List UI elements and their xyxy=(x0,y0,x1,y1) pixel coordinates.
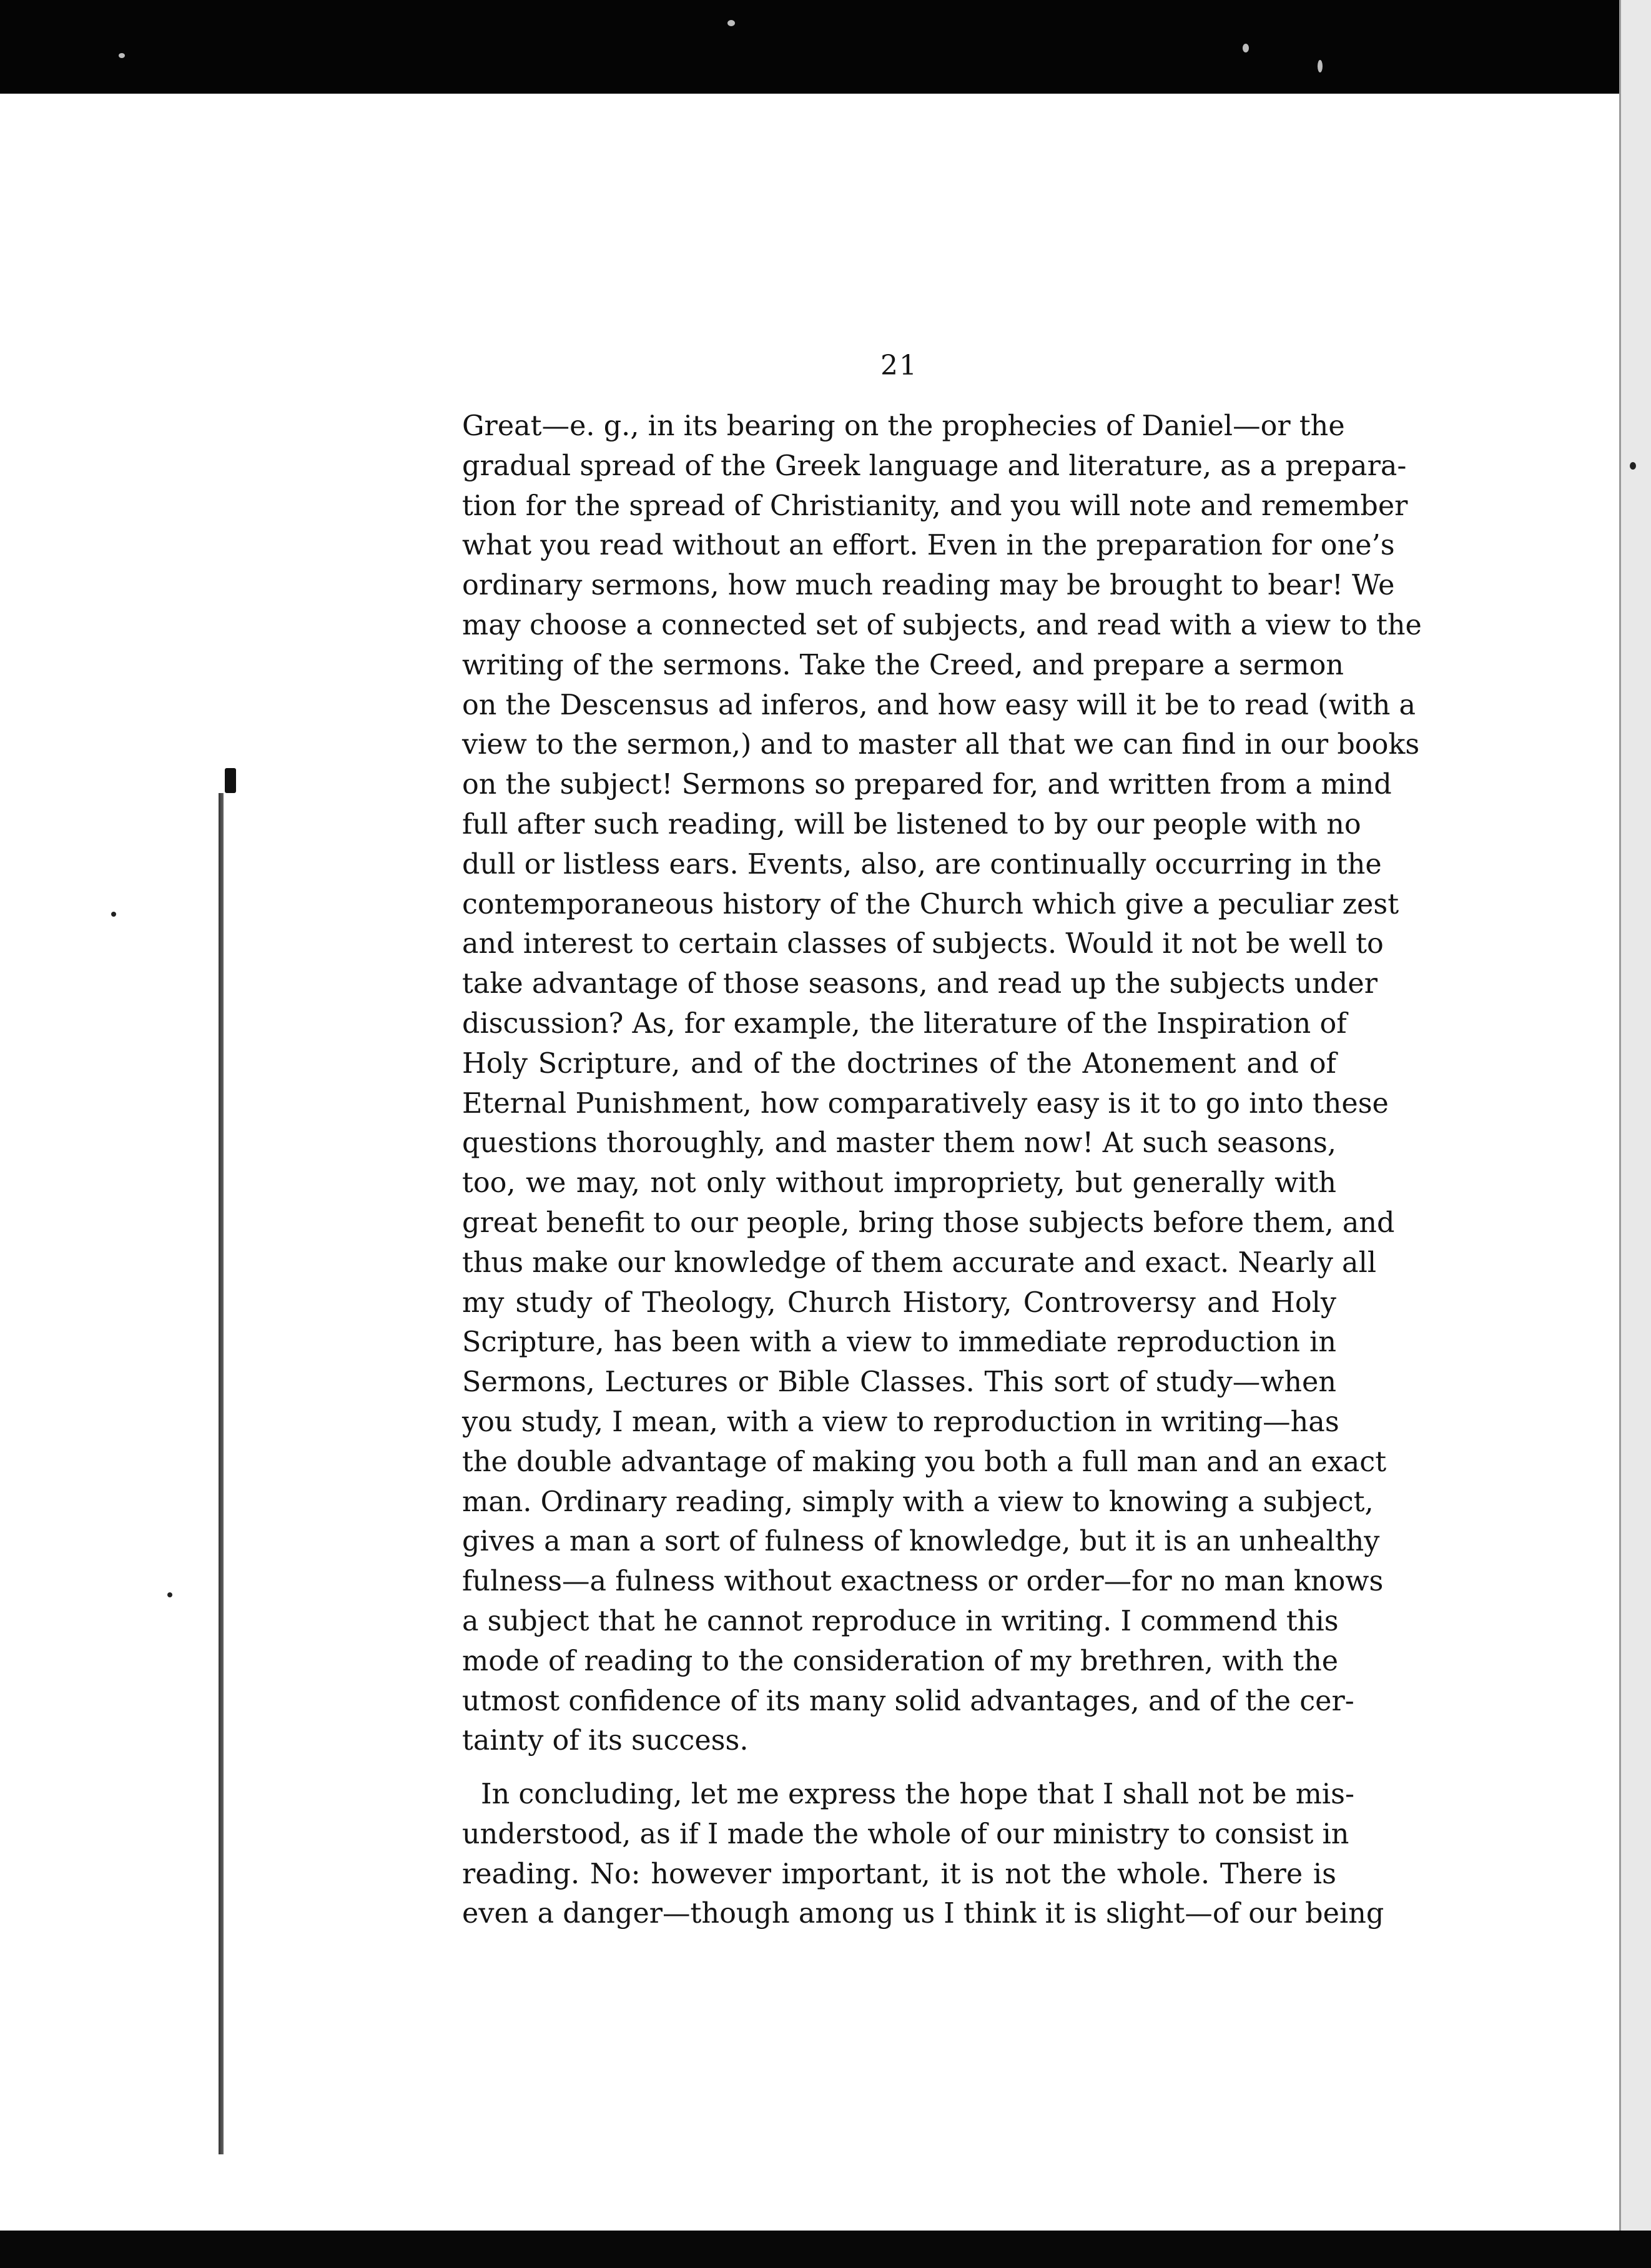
text-line: Great—e. g., in its bearing on the prophecies of Daniel—or the xyxy=(462,410,1345,442)
page-number: 21 xyxy=(880,350,918,382)
scan-top-border xyxy=(0,0,1651,94)
text-line: ordinary sermons, how much reading may be brought to bear! We xyxy=(462,569,1395,602)
scan-speck xyxy=(1318,60,1323,72)
text-line: tion for the spread of Christianity, and you will note and remember xyxy=(462,490,1408,522)
text-line: on the Descensus ad inferos, and how easy will it be to read (with a xyxy=(462,689,1416,721)
text-line: Sermons, Lectures or Bible Classes. This sort of study—when xyxy=(462,1366,1336,1399)
text-line: a subject that he cannot reproduce in writing. I commend this xyxy=(462,1605,1339,1637)
text-line: view to the sermon,) and to master all that we can find in our books xyxy=(462,729,1420,761)
text-line: utmost confidence of its many solid advantages, and of the cer- xyxy=(462,1685,1354,1717)
text-line: thus make our knowledge of them accurate and exact. Nearly all xyxy=(462,1246,1377,1279)
scan-bottom-border xyxy=(0,2231,1651,2268)
text-line: writing of the sermons. Take the Creed, and prepare a sermon xyxy=(462,649,1344,681)
paragraph xyxy=(462,1775,1384,1934)
text-line: may choose a connected set of subjects, and read with a view to the xyxy=(462,609,1422,641)
text-line: on the subject! Sermons so prepared for, and written from a mind xyxy=(462,769,1392,801)
text-line: tainty of its success. xyxy=(462,1725,749,1757)
text-line: gives a man a sort of fulness of knowledge, but it is an unhealthy xyxy=(462,1526,1380,1558)
page-body xyxy=(462,350,1422,1934)
text-line: man. Ordinary reading, simply with a view to knowing a subject, xyxy=(462,1486,1374,1518)
text-line: my study of Theology, Church History, Controversy and Holy xyxy=(462,1286,1336,1319)
text-line: great benefit to our people, bring those subjects before them, and xyxy=(462,1206,1395,1239)
scan-speck xyxy=(1243,44,1249,52)
text-line: questions thoroughly, and master them now! At such seasons, xyxy=(462,1127,1336,1160)
text-line: take advantage of those seasons, and read up the subjects under xyxy=(462,968,1377,1000)
scan-dot xyxy=(167,1592,172,1597)
text-line: contemporaneous history of the Church which give a peculiar zest xyxy=(462,888,1399,920)
text-line: mode of reading to the consideration of my brethren, with the xyxy=(462,1645,1339,1677)
scan-dot xyxy=(1630,462,1636,470)
text-line: full after such reading, will be listened to by our people with no xyxy=(462,808,1361,841)
text-line: too, we may, not only without impropriety, but generally with xyxy=(462,1167,1336,1200)
text-line: Holy Scripture, and of the doctrines of the Atonement and of xyxy=(462,1047,1336,1080)
text-line: and interest to certain classes of subjects. Would it not be well to xyxy=(462,928,1384,960)
text-line: understood, as if I made the whole of our ministry to consist in xyxy=(462,1818,1349,1850)
text-line: the double advantage of making you both a full man and an exact xyxy=(462,1446,1387,1478)
page-edge-line xyxy=(219,793,224,2154)
text-line: In concluding, let me express the hope that I shall not be mis- xyxy=(481,1778,1354,1811)
scan-speck xyxy=(119,53,125,58)
scan-speck xyxy=(727,20,735,26)
text-line: you study, I mean, with a view to reproduction in writing—has xyxy=(462,1406,1339,1438)
text-line: what you read without an effort. Even in the preparation for one’s xyxy=(462,530,1395,562)
text-line: Scripture, has been with a view to immediate reproduction in xyxy=(462,1326,1336,1359)
text-line: reading. No: however important, it is not the whole. There is xyxy=(462,1858,1336,1890)
text-line: fulness—a fulness without exactness or order—for no man knows xyxy=(462,1565,1384,1598)
scan-dot xyxy=(111,912,116,917)
text-line: dull or listless ears. Events, also, are continually occurring in the xyxy=(462,848,1382,880)
paragraph xyxy=(462,407,1422,1761)
text-line: gradual spread of the Greek language and literature, as a prepara- xyxy=(462,450,1407,482)
text-line: discussion? As, for example, the literature of the Inspiration of xyxy=(462,1007,1347,1040)
text-line: even a danger—though among us I think it is slight—of our being xyxy=(462,1898,1384,1930)
text-line: Eternal Punishment, how comparatively easy is it to go into these xyxy=(462,1087,1389,1120)
scan-right-border xyxy=(1619,0,1651,2268)
binding-mark xyxy=(225,768,236,793)
